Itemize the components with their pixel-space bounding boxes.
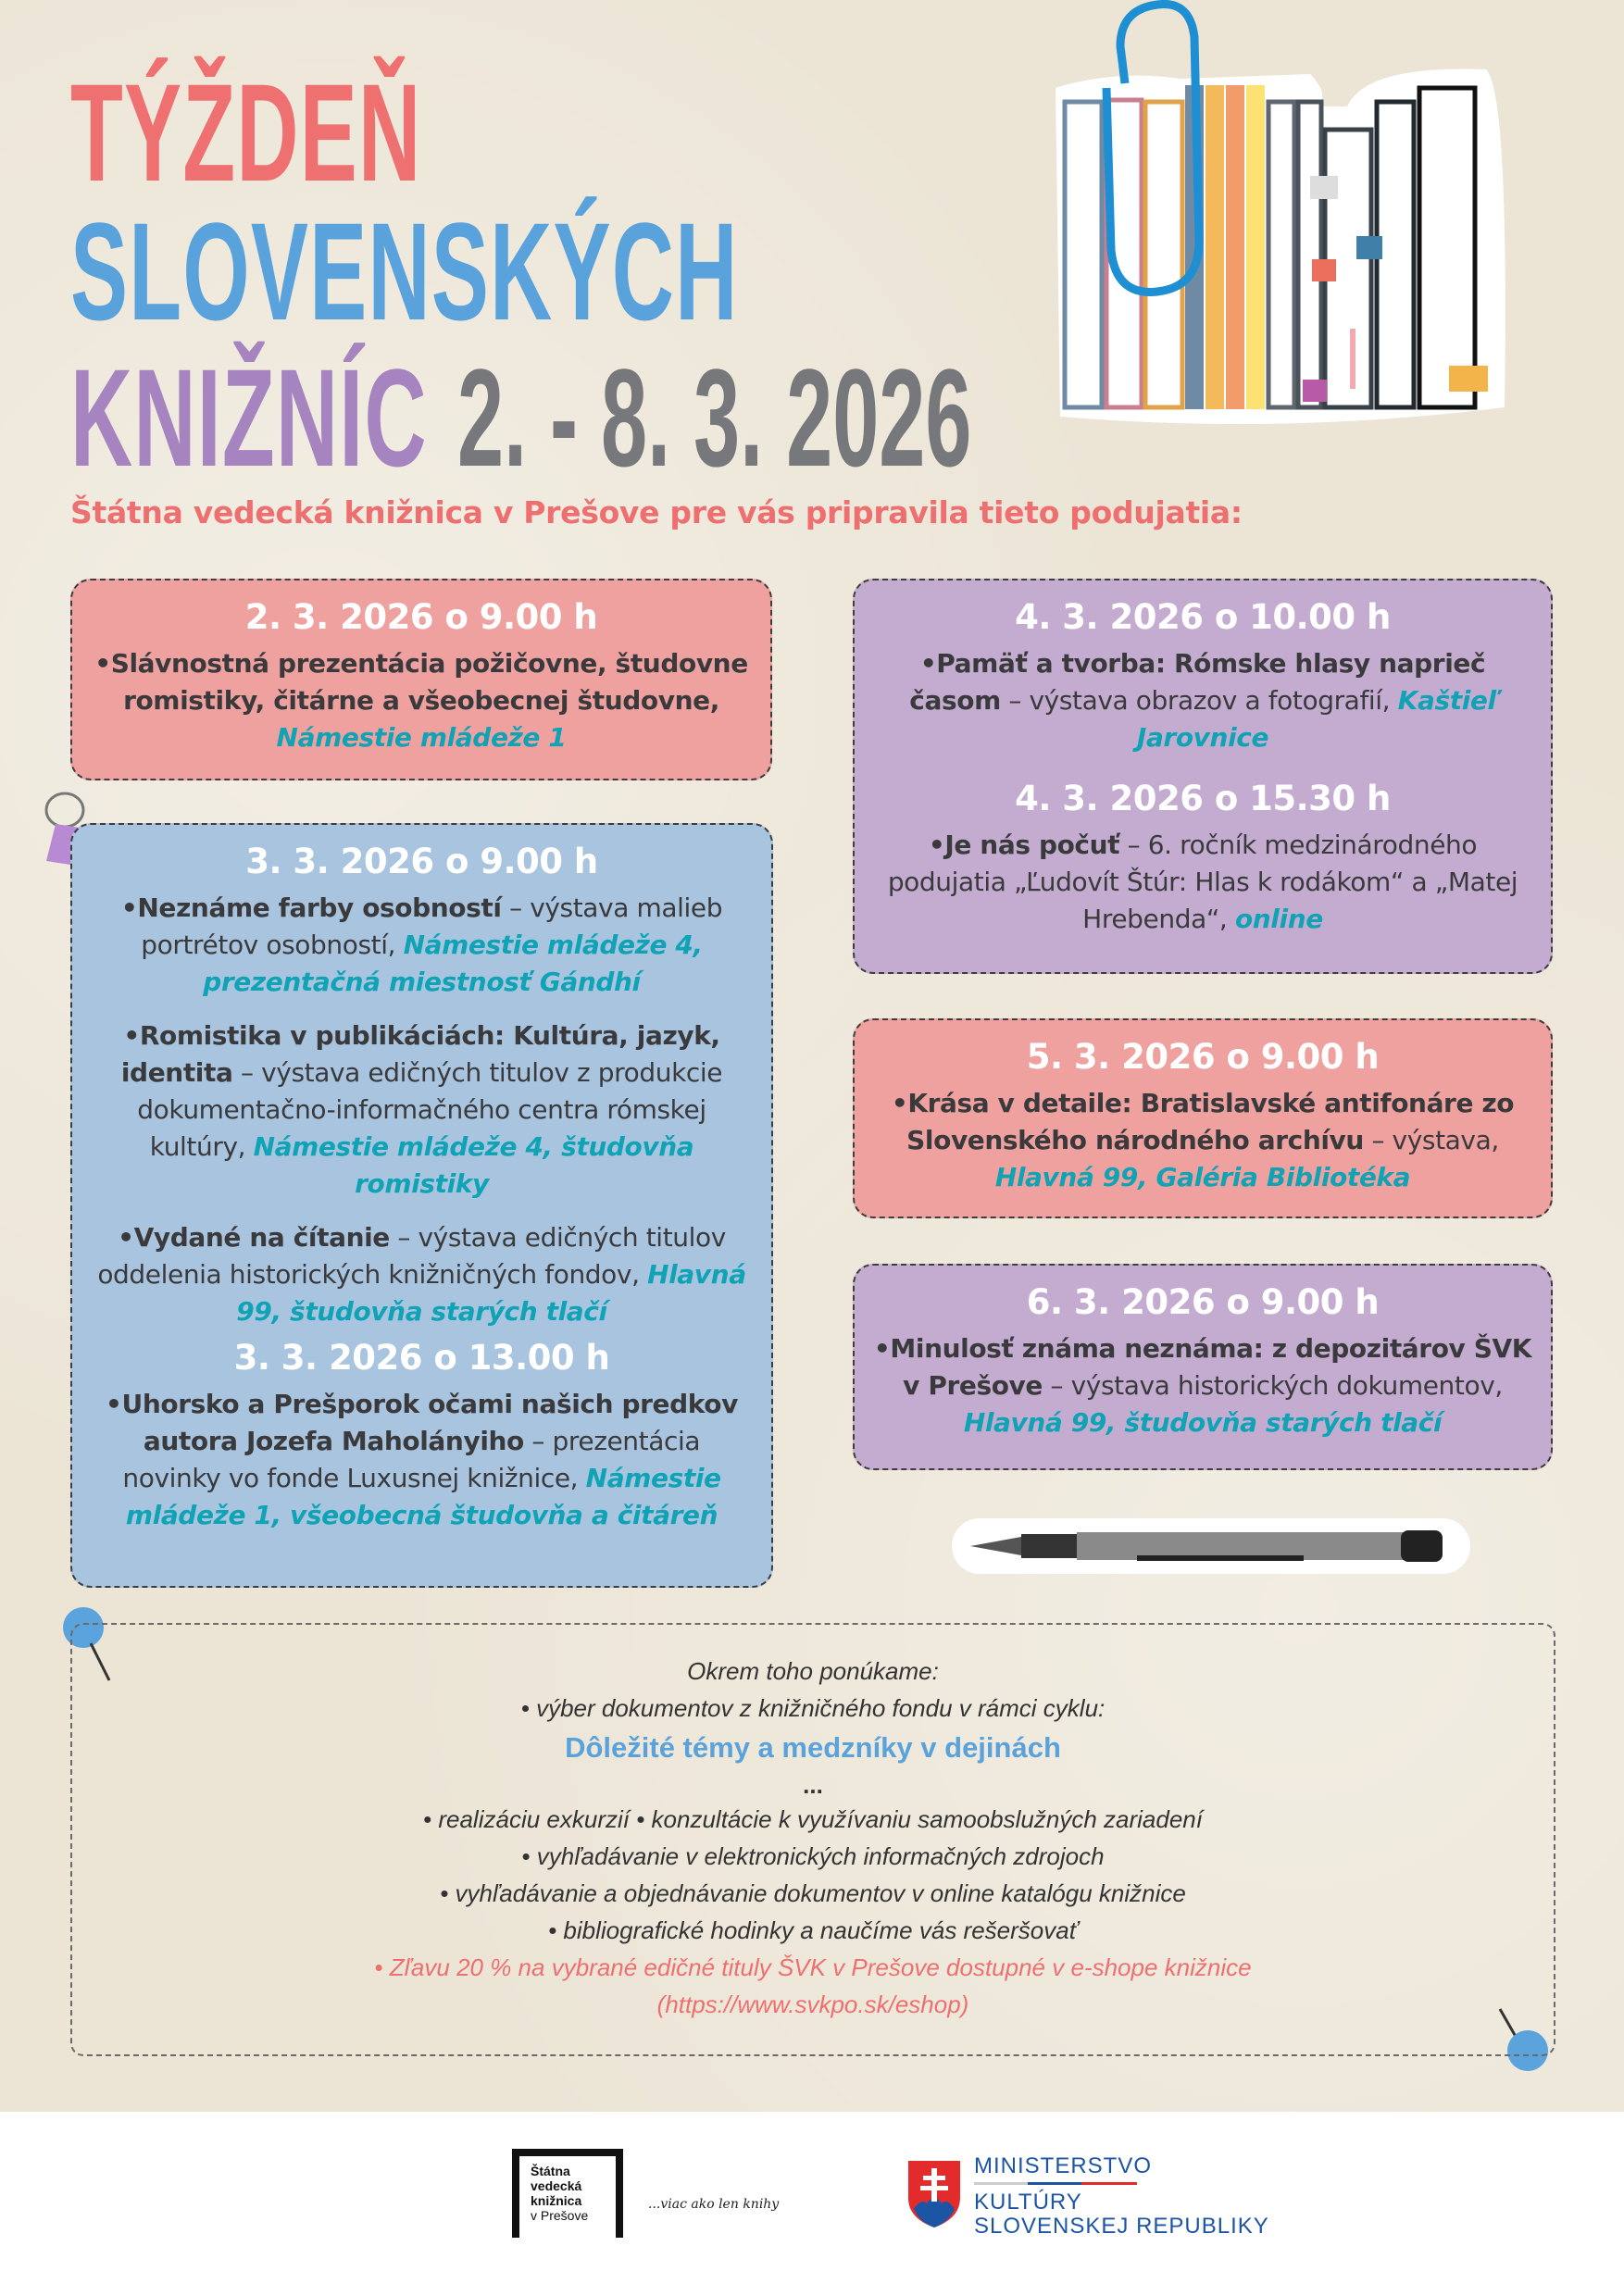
event-date: 5. 3. 2026 o 9.00 h [1026, 1037, 1380, 1077]
event-location: Námestie mládeže 4, prezentačná miestnosť Gándhí [203, 930, 703, 997]
offer-dots: ... [803, 1771, 823, 1799]
event-card-6-3 [853, 1264, 1553, 1470]
title-line-2: SLOVENSKÝCH [70, 193, 739, 349]
event-card-3-3 [70, 823, 773, 1588]
footer [0, 2112, 1624, 2296]
event-location: online [1234, 904, 1323, 934]
title-line-1: TÝŽDEŇ [70, 55, 422, 210]
books-illustration-icon [1042, 0, 1523, 435]
event-item: •Je nás počuť – 6. ročník medzinárodného podujatia „Ľudovít Štúr: Hlas k rodákom“ a „Matej Hrebenda“, online [887, 830, 1518, 934]
slovak-coat-of-arms-icon [908, 2161, 960, 2227]
event-card-4-3 [853, 579, 1553, 974]
svk-tagline: ...viac ako len knihy [648, 2197, 780, 2212]
offer-box [70, 1623, 1555, 2056]
event-item: •Vydané na čítanie – výstava edičných titulov oddelenia historických knižničných fondov, Hlavná 99, študovňa starých tlačí [97, 1222, 746, 1327]
event-location: Námestie mládeže 4, študovňa romistiky [253, 1131, 694, 1199]
event-date: 4. 3. 2026 o 15.30 h [1015, 779, 1391, 818]
offer-promo: • Zľavu 20 % na vybrané edičné tituly ŠVK v Prešove dostupné v e-shope knižnice [374, 1953, 1252, 1981]
event-location: Hlavná 99, Galéria Bibliotéka [994, 1162, 1411, 1192]
subtitle: Štátna vedecká knižnica v Prešove pre vás pripravila tieto podujatia: [70, 494, 1243, 530]
event-item: •Minulosť známa neznáma: z depozitárov ŠVK v Prešove – výstava historických dokumentov, Hlavná 99, študovňa starých tlačí [873, 1333, 1532, 1438]
event-date: 3. 3. 2026 o 9.00 h [245, 842, 598, 881]
offer-line: • vyhľadávanie a objednávanie dokumentov v online katalógu knižnice [440, 1879, 1186, 1907]
event-card-2-3 [70, 579, 772, 780]
ministry-logo: MINISTERSTVO KULTÚRY SLOVENSKEJ REPUBLIKY [974, 2153, 1269, 2239]
offer-line: • vyhľadávanie v elektronických informačných zdrojoch [521, 1842, 1105, 1870]
event-location: Hlavná 99, študovňa starých tlačí [963, 1407, 1443, 1438]
event-item: •Romistika v publikáciách: Kultúra, jazyk, identita – výstava edičných titulov z produkcie dokumentačno-informačného centra rómskej kultúry, Námestie mládeže 4, študovňa romistiky [120, 1020, 723, 1199]
event-date: 6. 3. 2026 o 9.00 h [1026, 1282, 1380, 1322]
event-item: •Neznáme farby osobností – výstava malieb portrétov osobností, Námestie mládeže 4, prezentačná miestnosť Gándhí [120, 892, 723, 997]
pen-icon [952, 1514, 1470, 1578]
event-card-5-3 [853, 1018, 1553, 1218]
title-line-3: KNIŽNÍC [70, 340, 428, 495]
offer-line: • bibliografické hodinky a naučíme vás rešeršovať [548, 1916, 1078, 1944]
event-item: •Slávnostná prezentácia požičovne, študovne romistiky, čitárne a všeobecnej študovne, Námestie mládeže 1 [94, 648, 748, 753]
offer-highlight: Dôležité témy a medzníky v dejinách [565, 1731, 1061, 1764]
event-item: •Krása v detaile: Bratislavské antifonáre zo Slovenského národného archívu – výstava, Hlavná 99, Galéria Bibliotéka [891, 1088, 1515, 1192]
offer-line: • realizáciu exkurzií • konzultácie k využívaniu samoobslužných zariadení [423, 1805, 1203, 1833]
event-item: •Uhorsko a Prešporok očami našich predkov autora Jozefa Maholányiho – prezentácia novinky vo fonde Luxusnej knižnice, Námestie mládeže 1, všeobecná študovňa a čitáreň [106, 1389, 738, 1530]
event-date: 4. 3. 2026 o 10.00 h [1015, 597, 1391, 637]
offer-line: • výber dokumentov z knižničného fondu v rámci cyklu: [520, 1694, 1106, 1722]
event-location: Hlavná 99, študovňa starých tlačí [236, 1259, 746, 1327]
eshop-link[interactable]: (https://www.svkpo.sk/eshop) [656, 1990, 969, 2018]
event-date: 2. 3. 2026 o 9.00 h [244, 597, 598, 637]
svk-logo: Štátna vedecká knižnica v Prešove [512, 2149, 623, 2238]
event-location: Kaštieľ Jarovnice [1136, 685, 1496, 753]
offer-intro: Okrem toho ponúkame: [687, 1657, 939, 1685]
event-location: Námestie mládeže 1, všeobecná študovňa a čitáreň [125, 1463, 721, 1530]
event-location: Námestie mládeže 1 [276, 722, 567, 753]
event-date: 3. 3. 2026 o 13.00 h [233, 1338, 610, 1378]
date-range: 2. - 8. 3. 2026 [457, 340, 972, 495]
event-item: •Pamäť a tvorba: Rómske hlasy naprieč časom – výstava obrazov a fotografií, Kaštieľ Jarovnice [909, 648, 1496, 753]
